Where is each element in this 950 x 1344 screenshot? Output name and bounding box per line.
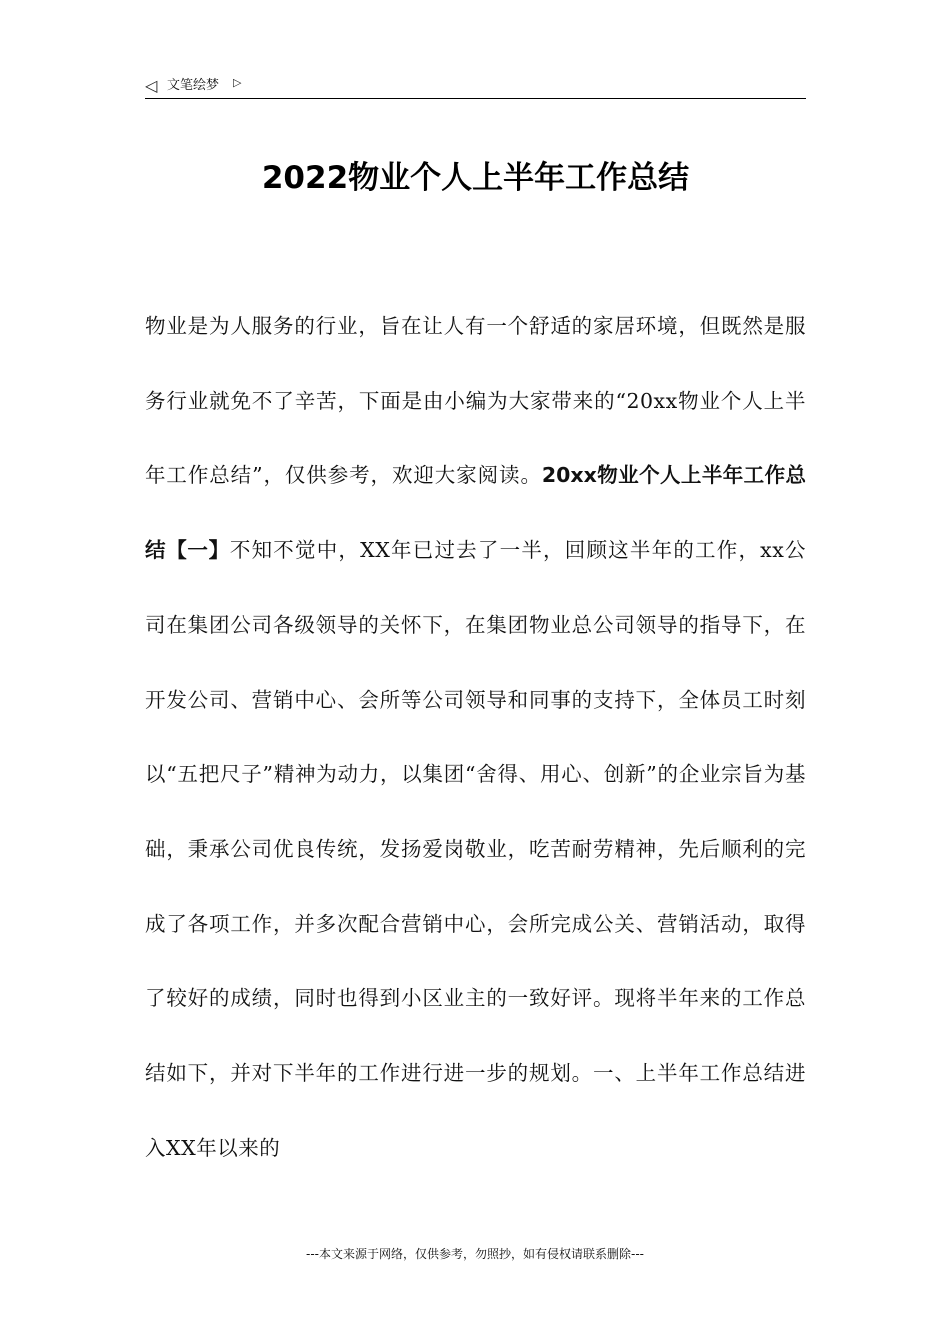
intro-paragraph: 物业是为人服务的行业，旨在让人有一个舒适的家居环境，但既然是服务行业就免不了辛苦，下面是由小编为大家带来的“20xx物业个人上半年工作总结”，仅供参考，欢迎大家阅读。 [145, 314, 806, 488]
document-title: 2022物业个人上半年工作总结 [261, 160, 690, 196]
header-brand: 文笔绘梦 [167, 78, 220, 93]
document-body [145, 289, 806, 1185]
page-footer: ---本文来源于网络，仅供参考，勿照抄，如有侵权请联系删除--- [306, 1247, 644, 1261]
page-header [145, 74, 806, 99]
triangle-left-icon: ◁ [145, 76, 158, 95]
triangle-right-icon: ▷ [233, 76, 242, 89]
section-heading: 20xx物业个人上半年工作总结【一】 [145, 463, 806, 563]
body-content: 不知不觉中，XX年已过去了一半，回顾这半年的工作，xx公司在集团公司各级领导的关怀下，在集团物业总公司领导的指导下，在开发公司、营销中心、会所等公司领导和同事的支持下，全体员工时刻以“五把尺子”精神为动力，以集团“舍得、用心、创新”的企业宗旨为基础，秉承公司优良传统，发扬爱岗敬业，吃苦耐劳精神，先后顺利的完成了各项工作，并多次配合营销中心，会所完成公关、营销活动，取得了较好的成绩，同时也得到小区业主的一致好评。现将半年来的工作总结如下，并对下半年的工作进行进一步的规划。一、上半年工作总结进入XX年以来的 [145, 538, 807, 1160]
